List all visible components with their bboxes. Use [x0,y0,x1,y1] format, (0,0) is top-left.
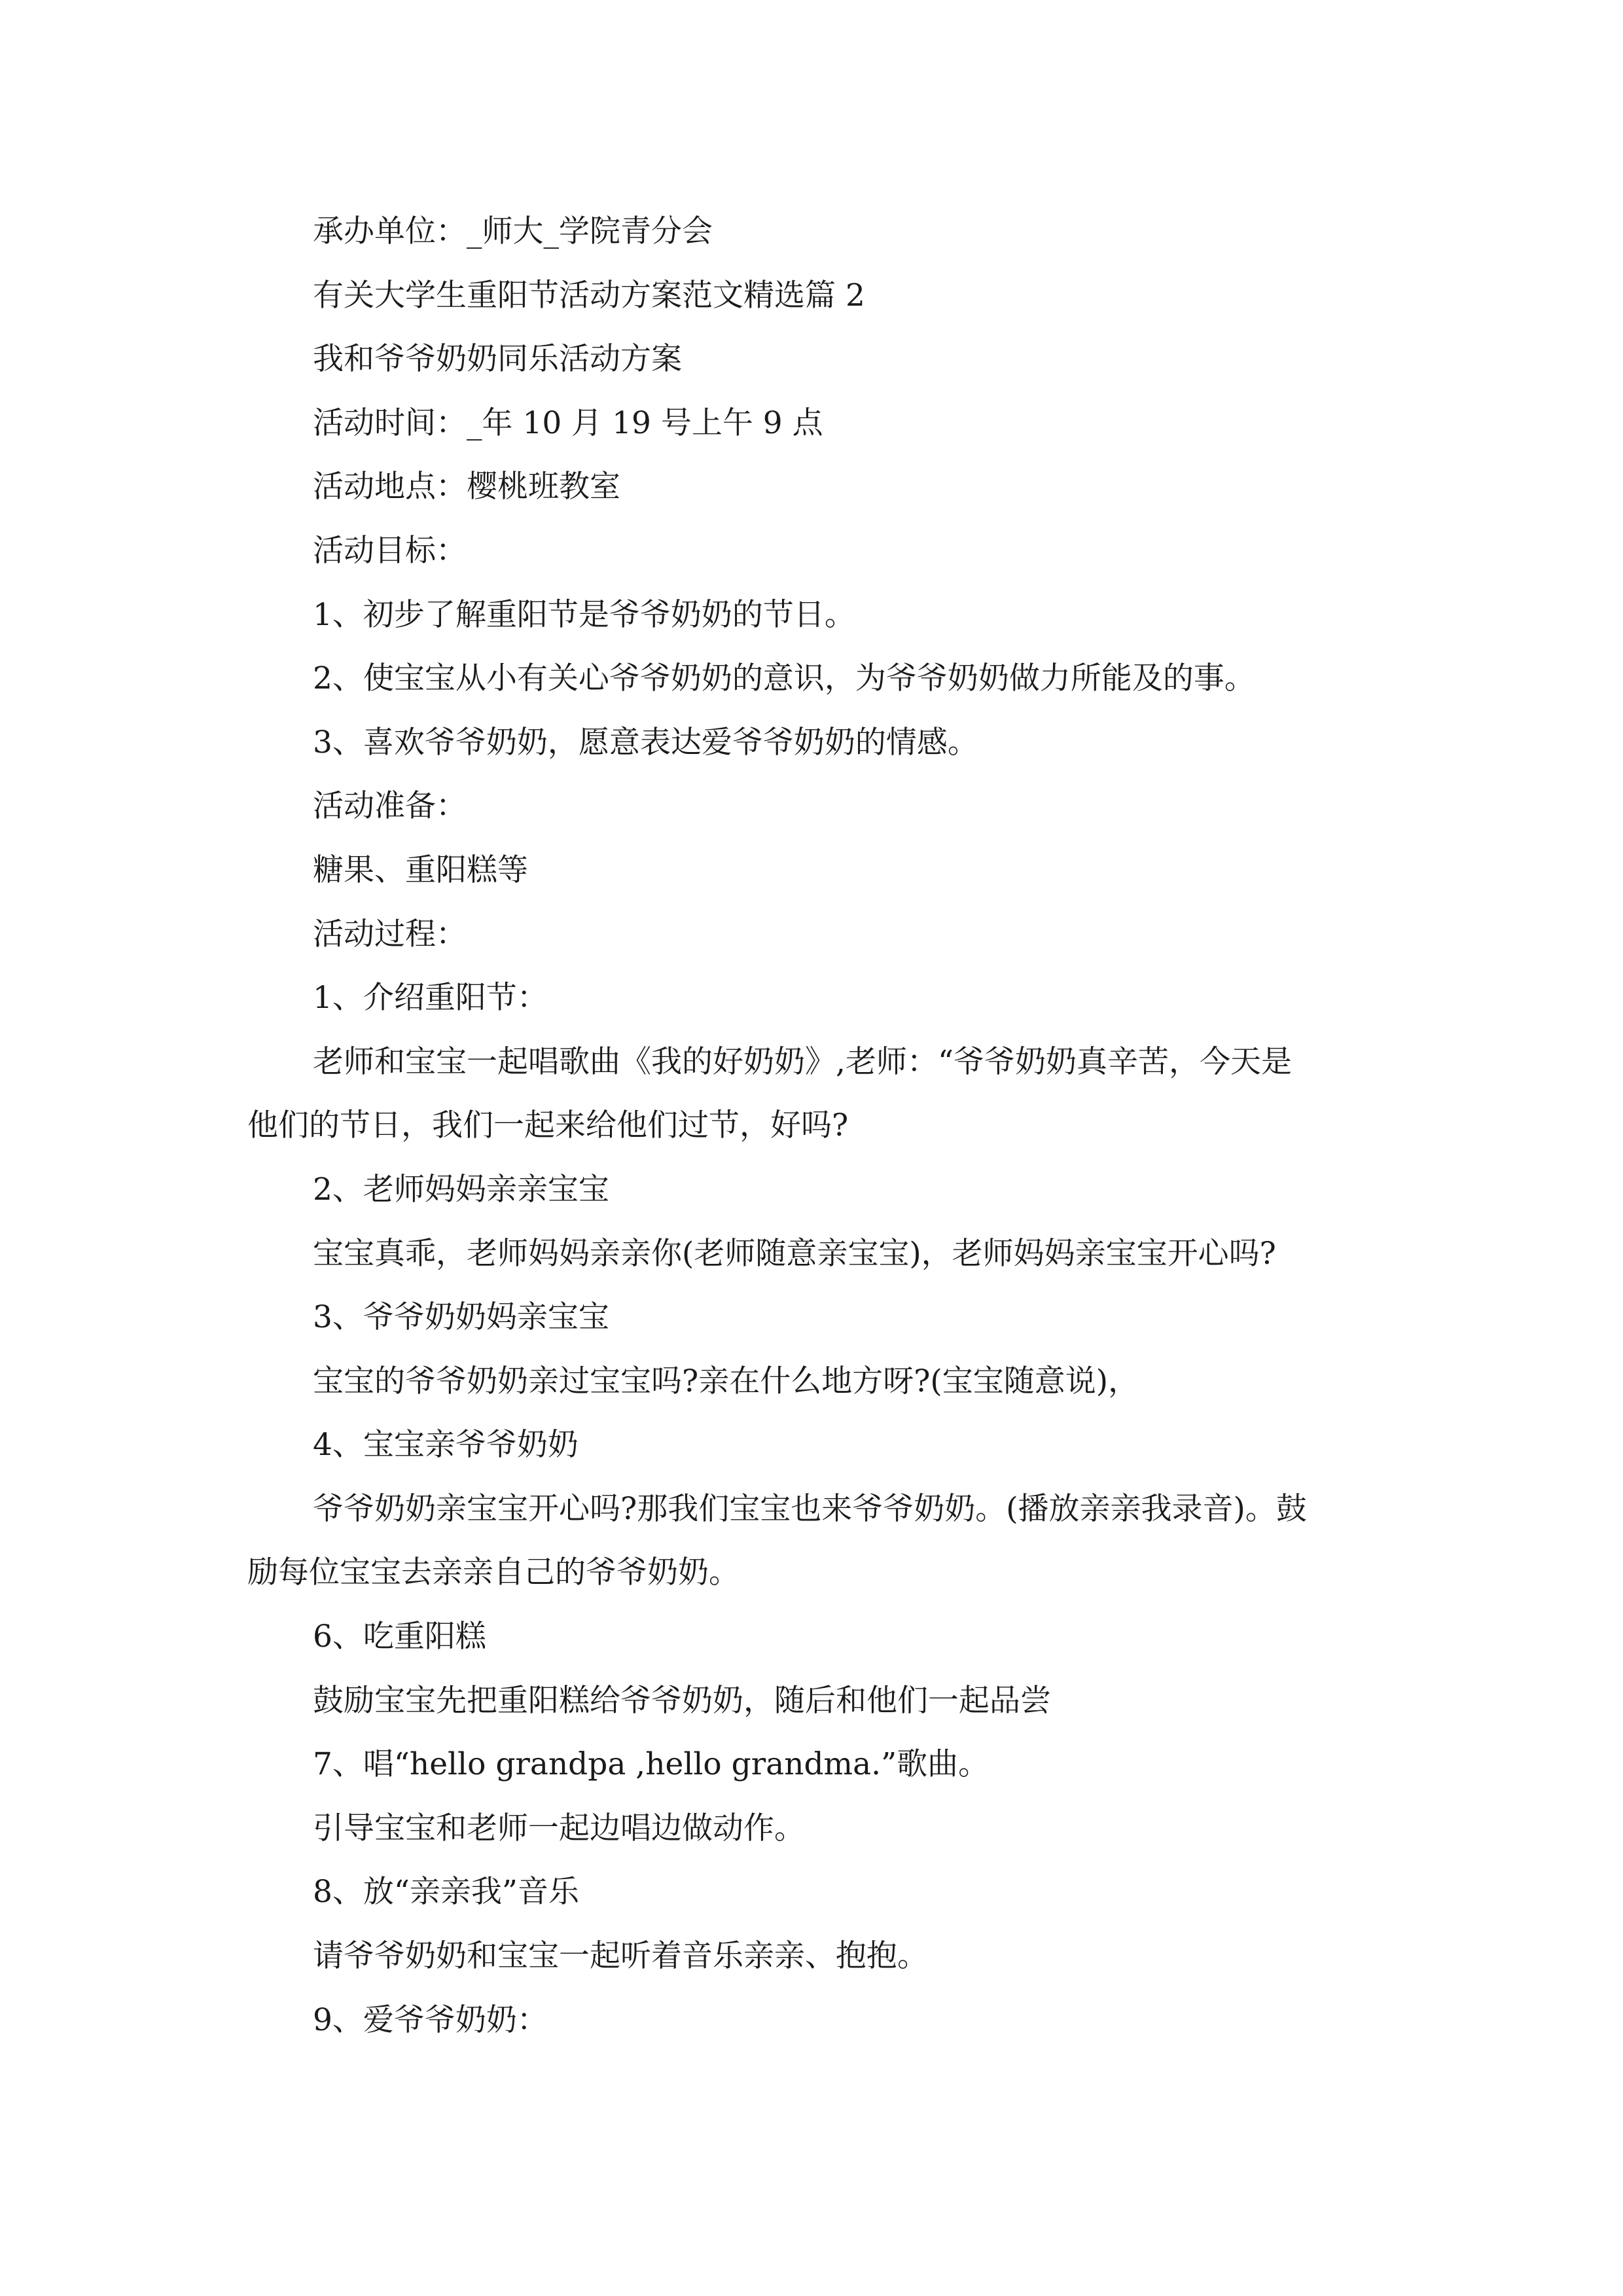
text-line: 糖果、重阳糕等 [313,852,528,888]
text-line: 活动时间：_年 10 月 19 号上午 9 点 [313,404,823,441]
step-heading: 1、介绍重阳节： [313,980,548,1016]
step-heading: 7、唱“hello grandpa ,hello grandma.”歌曲。 [313,1746,990,1783]
text-line: 2、使宝宝从小有关心爷爷奶奶的意识，为爷爷奶奶做力所能及的事。 [313,660,1255,697]
plan-title: 我和爷爷奶奶同乐活动方案 [313,341,682,378]
text-line: 宝宝真乖，老师妈妈亲亲你(老师随意亲宝宝)，老师妈妈亲宝宝开心吗? [313,1235,1276,1272]
text-line: 活动地点：樱桃班教室 [313,469,620,505]
text-line: 励每位宝宝去亲亲自己的爷爷奶奶。 [247,1554,740,1591]
text-line: 老师和宝宝一起唱歌曲《我的好奶奶》,老师：“爷爷奶奶真辛苦，今天是 [313,1043,1292,1080]
step-heading: 2、老师妈妈亲亲宝宝 [313,1171,609,1208]
text-line: 引导宝宝和老师一起边唱边做动作。 [313,1810,805,1846]
step-heading: 3、爷爷奶奶妈亲宝宝 [313,1299,609,1336]
text-line: 宝宝的爷爷奶奶亲过宝宝吗?亲在什么地方呀?(宝宝随意说)， [313,1363,1139,1399]
text-line: 请爷爷奶奶和宝宝一起听着音乐亲亲、抱抱。 [313,1938,928,1975]
section-label: 活动目标： [313,532,467,569]
text-line: 他们的节日，我们一起来给他们过节，好吗? [247,1107,849,1144]
step-heading: 4、宝宝亲爷爷奶奶 [313,1427,579,1463]
text-line: 3、喜欢爷爷奶奶，愿意表达爱爷爷奶奶的情感。 [313,724,978,761]
document-heading: 有关大学生重阳节活动方案范文精选篇 2 [313,277,865,314]
section-label: 活动过程： [313,916,467,952]
text-line: 1、初步了解重阳节是爷爷奶奶的节日。 [313,596,855,633]
text-line: 鼓励宝宝先把重阳糕给爷爷奶奶，随后和他们一起品尝 [313,1682,1051,1719]
step-heading: 9、爱爷爷奶奶： [313,2001,548,2038]
document-body [247,200,1386,2052]
step-heading: 8、放“亲亲我”音乐 [313,1874,579,1910]
section-label: 活动准备： [313,788,467,825]
text-line: 爷爷奶奶亲宝宝开心吗?那我们宝宝也来爷爷奶奶。(播放亲亲我录音)。鼓 [313,1490,1307,1527]
step-heading: 6、吃重阳糕 [313,1619,486,1655]
text-line: 承办单位：_师大_学院青分会 [313,213,713,249]
